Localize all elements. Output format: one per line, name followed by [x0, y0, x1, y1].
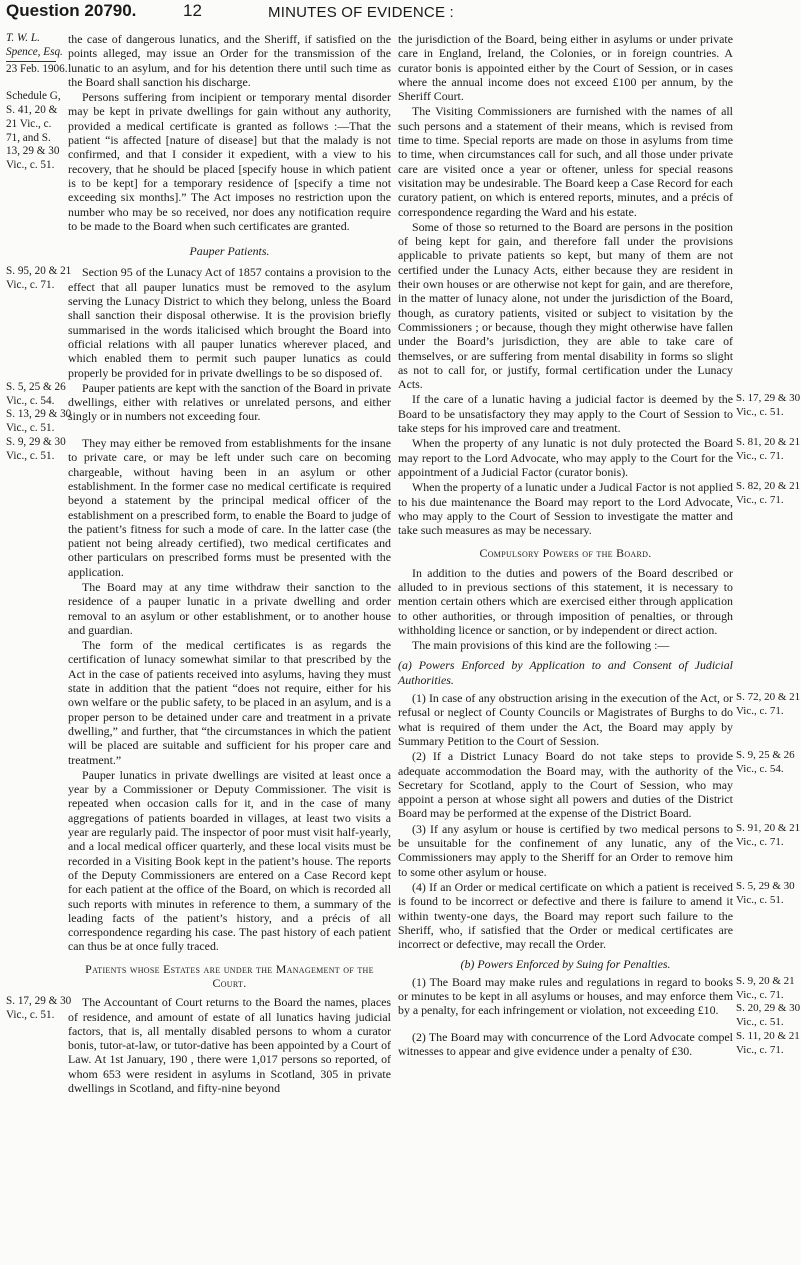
margin-note: S. 17, 29 & 30 Vic., c. 51.	[6, 995, 72, 1022]
subheading-judicial: (a) Powers Enforced by Application to and Consent of Judicial Authorities.	[398, 658, 733, 687]
margin-note: S. 81, 20 & 21 Vic., c. 71.	[736, 436, 801, 463]
right-paragraph-7: In addition to the duties and powers of the Board described or alluded to in previous sections of this statement, it is necessary to mention certain others which are exercised either through application to other authorities, or through imposition of penalties, or through withholding licence or sanction, or by independent or direct action.	[398, 565, 733, 637]
left-paragraph-3: Section 95 of the Lunacy Act of 1857 contains a provision to the effect that all pauper lunatics must be removed to the asylum serving the Lunacy District to which they belong, unless the Board shall sanction their disposal otherwise. It is the provision briefly summarised in the words italicised which brought the Board into official relations with all pauper lunatics wherever placed, and which enabled them to permit such pauper lunatics as could properly be provided for in private dwellings to be so disposed of.	[68, 265, 391, 380]
margin-note: S. 91, 20 & 21 Vic., c. 71.	[736, 821, 801, 848]
left-paragraph-4: Pauper patients are kept with the sanction of the Board in private dwellings, either with relatives or unrelated persons, and either singly or in numbers not exceeding four.	[68, 380, 391, 424]
left-paragraph-7: The form of the medical certificates is as regards the certification of lunacy somewhat similar to that prescribed by the Act in the case of patients received into asylums, having they must state in addition that the patient “does not require, either for his own welfare or the public safety, to be placed in an asylum, and is a proper person to be detained under care and treatment in a private dwelling,” and further, that “the circumstances in which the patient will be placed are suitable and sufficient for his proper care and treatment.”	[68, 638, 391, 767]
page-title: MINUTES OF EVIDENCE :	[268, 4, 454, 21]
margin-note: S. 9, 29 & 30 Vic., c. 51.	[6, 436, 66, 462]
left-paragraph-9: The Accountant of Court returns to the Board the names, places of residence, and amount of estate of all lunatics having judicial factors, that is, all mentally disabled persons to whom a curator bonis, tutor-at-law, or tutor-dative has been appointed by a Court of Law. At 1st January, 190 , there were 1,017 persons so reported, of whom 653 were resident in asylums in Scotland, 305 in private dwellings in Scotland, and fifty-nine beyond	[68, 995, 391, 1096]
right-paragraph-8: The main provisions of this kind are the following :—	[412, 638, 670, 653]
right-paragraph-6: When the property of a lunatic under a Judical Factor is not applied to his due maintenance the Board may report to the Lord Advocate, who may apply to the Court of Session to investigate the matter and take such measures as may be necessary.	[398, 480, 733, 538]
right-paragraph-3: Some of those so returned to the Board are persons in the position of being kept for gain, and therefore fall under the provisions applicable to private patients so kept, but many of them are not certified under the Lunacy Acts, either because they are resident in their own houses or are otherwise not kept for gain, and are therefore, in the matter of lunacy alone, not under the jurisdiction of the Board, though, as curatory patients, visited or subject to visitation by the Commissioners ; or because, though they might otherwise have fallen under the Board’s jurisdiction, they are able to take care of themselves, or are suffering from mental disability in forms so slight as not to call for, or justify, formal certification under the Lunacy Acts.	[398, 219, 733, 392]
left-paragraph-6: The Board may at any time withdraw their sanction to the residence of a pauper lunatic in a private dwelling and order removal to an asylum or other establishment, or to another house and guardian.	[68, 579, 391, 637]
left-paragraph-5: They may either be removed from establishments for the insane to private care, or may be left under such care on becoming chargeable, without having been in an asylum or other establishment. In the former case no medical certificate is required beyond a statement by the principal medical officer of the establishment on a prescribed form, to enable the Board to judge of the patient’s fitness for such a mode of care. In the latter case (the patient not being already certified), two medical certificates and other particulars on prescribed forms must be presented with the application.	[68, 436, 391, 579]
right-paragraph-9: (1) In case of any obstruction arising in the execution of the Act, or refusal or neglect of County Councils or Magistrates of Burghs to do what is required of them under the Act, the Board may apply by Summary Petition to the Court of Session.	[398, 691, 733, 748]
subheading-pauper: Pauper Patients.	[189, 244, 270, 259]
right-paragraph-12: (4) If an Order or medical certificate on which a patient is received is found to be incorrect or defective and there is failure to amend it within twenty-one days, the Board may report such failure to the Sheriff, who, if satisfied that the Order or medical certificates are incorrect or defective, may recall the Order.	[398, 879, 733, 952]
margin-note: S. 82, 20 & 21 Vic., c. 71.	[736, 480, 801, 506]
right-paragraph-14: (2) The Board may with concurrence of the Lord Advocate compel witnesses to appear and give evidence under a penalty of £30.	[398, 1029, 733, 1059]
margin-note: Schedule G, S. 41, 20 & 21 Vic., c. 71, and S. 13, 29 & 30 Vic., c. 51.	[6, 90, 61, 172]
margin-note: S. 72, 20 & 21 Vic., c. 71.	[736, 691, 801, 717]
margin-note: S. 17, 29 & 30 Vic., c. 51.	[736, 392, 801, 419]
margin-note: S. 95, 20 & 21 Vic., c. 71.	[6, 265, 72, 292]
right-paragraph-11: (3) If any asylum or house is certified by two medical persons to be unsuitable for the confinement of any lunatic, any of the Commissioners may apply to the Sheriff for an Order to remove him to some other asylum or house.	[398, 821, 733, 879]
right-paragraph-4: If the care of a lunatic having a judicial factor is deemed by the Board to be unsatisfactory they may apply to the Court of Session to take steps for his improved care and treatment.	[398, 392, 733, 436]
right-paragraph-1: the jurisdiction of the Board, being either in asylums or under private care in England, Ireland, the Colonies, or in foreign countries. A curator bonis is appointed either by the Court of Session, or in cases where the annual income does not exceed £100 per annum, by the Sheriff Court.	[398, 32, 733, 104]
right-paragraph-13: (1) The Board may make rules and regulations in regard to books or minutes to be kept in all asylums or houses, and may enforce them by a penalty, for each infringement or violation, not exceeding £10.	[398, 974, 733, 1018]
left-column	[6, 32, 391, 1096]
subheading-estates: Patients whose Estates are under the Management of the Court.	[85, 961, 374, 990]
margin-note: S. 9, 20 & 21 Vic., c. 71. S. 20, 29 & 30 Vic., c. 51.	[736, 974, 801, 1029]
margin-note: S. 5, 29 & 30 Vic., c. 51.	[736, 879, 795, 906]
right-paragraph-10: (2) If a District Lunacy Board do not take steps to provide adequate accommodation the Board may, with the authority of the Secretary for Scotland, apply to the Court of Session, who may appoint a person at whose sight all powers and duties of the District Board may be performed at the expense of the District Board.	[398, 749, 733, 821]
subheading-compulsory: Compulsory Powers of the Board.	[479, 546, 652, 561]
left-paragraph-2: Persons suffering from incipient or temporary mental disorder may be kept in private dwellings for gain without any authority, provided a medical certificate is granted as follows :—That the patient “is affected [nature of disease] but that the malady is not confirmed, and that I consider it expedient, with a view to his recovery, that he should be placed [specify house in which patient is to be kept] for a temporary residence of [specify a time not exceeding six months].” The Act imposes no restriction upon the number who may be so received, nor does any notification require to be made to the Board when such certificates are granted.	[68, 90, 391, 233]
left-paragraph-1: the case of dangerous lunatics, and the Sheriff, if satisfied on the points alleged, may issue an Order for the transmission of the lunatic to an asylum, and for his detention there until such time as the Board shall sanction his discharge.	[68, 32, 391, 89]
right-paragraph-2: The Visiting Commissioners are furnished with the names of all such persons and a statement of their means, which is revised from time to time. Special reports are made on those in asylums from time to time, when circumstances call for such, and all those under private care are visited once a year or oftener, unless for special reasons visitation may be undesirable. The Board keep a Case Record for each curatory patient, on which is entered reports, minutes, and a précis of correspondence regarding the Ward and his estate.	[398, 104, 733, 219]
subheading-penalties: (b) Powers Enforced by Suing for Penalties.	[460, 957, 671, 972]
margin-note: S. 11, 20 & 21 Vic., c. 71.	[736, 1029, 800, 1056]
right-column	[398, 32, 801, 1059]
margin-note: S. 5, 25 & 26 Vic., c. 54. S. 13, 29 & 30 Vic., c. 51.	[6, 380, 72, 435]
right-paragraph-5: When the property of any lunatic is not duly protected the Board may report to the Lord Advocate, who may apply to the Court for the appointment of a Judicial Factor (curator bonis).	[398, 436, 733, 479]
left-paragraph-8: Pauper lunatics in private dwellings are visited at least once a year by a Commissioner or Deputy Commissioner. The visit is repeated when occasion calls for it, and in the case of many aggregations of patients boarded in villages, at least two visits a year are regularly paid. The inspector of poor must visit half-yearly, and a local medical officer quarterly, and these local visits must be recorded in a Visiting Book kept in the patient’s house. The reports of the Deputy Commissioners are entered on a Case Record kept for each patient at the office of the Board, on which is recorded all such reports with minutes in reference to them, a summary of the leading facts of the patient’s history, and a précis of all correspondence regarding his case. The past history of each patient can thus be at once fully traced.	[68, 767, 391, 954]
margin-witness: T. W. L. Spence, Esq. 23 Feb. 1906.	[6, 32, 68, 75]
margin-note: S. 9, 25 & 26 Vic., c. 54.	[736, 749, 795, 776]
question-label: Question 20790.	[6, 1, 137, 20]
page-number: 12	[183, 1, 202, 20]
